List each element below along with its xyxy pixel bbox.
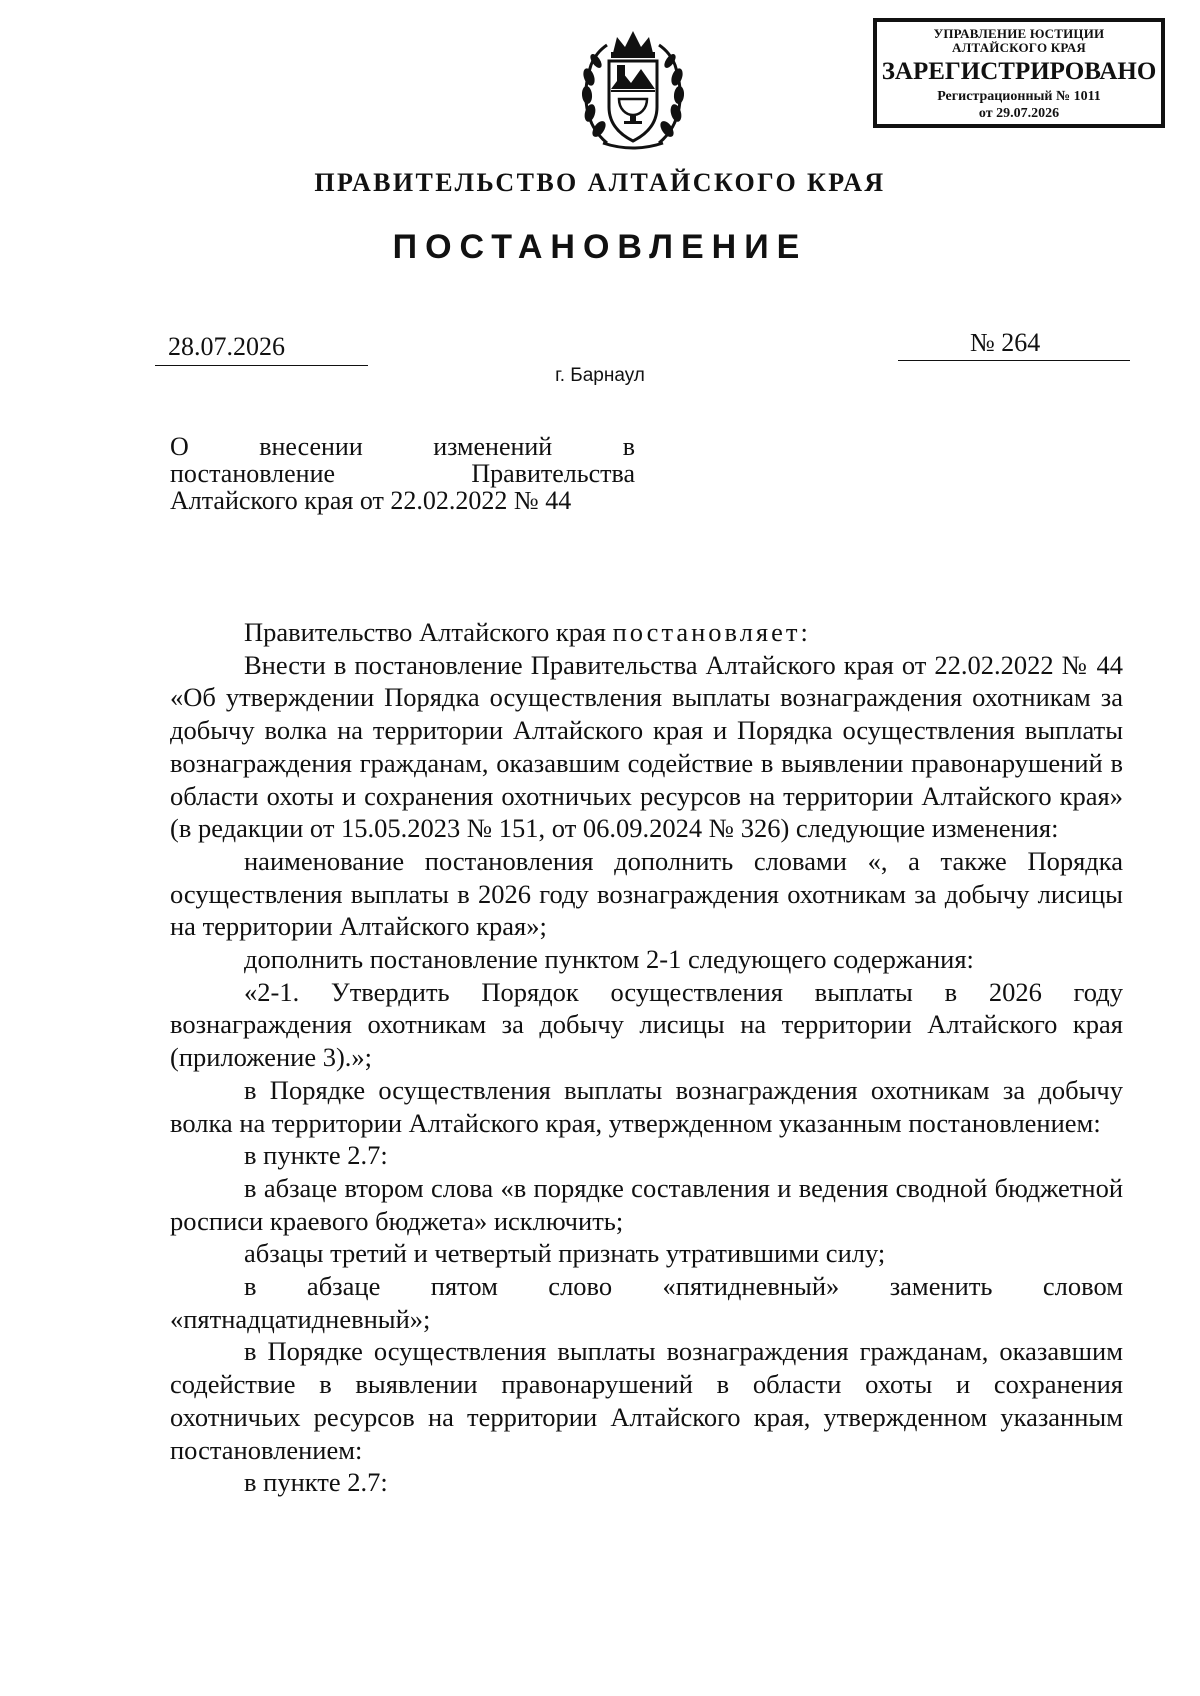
registration-stamp [873, 18, 1165, 128]
altai-krai-coat-of-arms-icon [577, 25, 689, 153]
subject-line-3: Алтайского края от 22.02.2022 № 44 [170, 486, 572, 515]
government-name: ПРАВИТЕЛЬСТВО АЛТАЙСКОГО КРАЯ [314, 168, 886, 197]
body-paragraph: «2-1. Утвердить Порядок осуществления выплаты в 2026 году вознаграждения охотникам за добычу лисицы на территории Алтайского края (приложение 3).»; [170, 976, 1123, 1073]
document-body [170, 616, 1123, 1499]
subject-word: Правительства [471, 459, 635, 488]
body-paragraph: в пункте 2.7: [244, 1140, 388, 1171]
subject-word: внесении [259, 432, 363, 461]
body-paragraph: Внести в постановление Правительства Алтайского края от 22.02.2022 № 44 «Об утверждении Порядка осуществления выплаты вознаграждения охотникам за добычу волка на территории Алтайского края и Порядка осуществления выплаты вознаграждения гражданам, оказавшим содействие в выявлении правонарушений в области охоты и сохранения охотничьих ресурсов на территории Алтайского края» (в редакции от 15.05.2023 № 151, от 06.09.2024 № 326) следующие изменения: [170, 649, 1123, 844]
body-paragraph: в абзаце втором слова «в порядке составления и ведения сводной бюджетной росписи краевого бюджета» исключить; [170, 1172, 1123, 1236]
preamble-end: : [800, 617, 808, 647]
body-paragraph: в Порядке осуществления выплаты вознаграждения охотникам за добычу волка на территории Алтайского края, утвержденном указанным постановлением: [170, 1074, 1123, 1138]
number-underline [898, 360, 1130, 361]
document-subject [170, 433, 635, 514]
subject-line-2 [170, 460, 635, 487]
stamp-reg-date: от 29.07.2026 [978, 106, 1060, 121]
preamble [170, 616, 1123, 649]
body-paragraph: в Порядке осуществления выплаты вознаграждения гражданам, оказавшим содействие в выявлении правонарушений в области охоты и сохранения охотничьих ресурсов на территории Алтайского края, утвержденном указанным постановлением: [170, 1336, 1123, 1465]
document-type: ПОСТАНОВЛЕНИЕ [392, 228, 808, 266]
stamp-org-line2: АЛТАЙСКОГО КРАЯ [952, 40, 1086, 55]
document-city: г. Барнаул [555, 365, 645, 386]
subject-word: постановление [170, 459, 336, 488]
preamble-text: Правительство Алтайского края [244, 617, 613, 647]
subject-word: О [170, 432, 189, 461]
body-paragraph: наименование постановления дополнить словами «, а также Порядка осуществления выплаты в 2026 году вознаграждения охотникам за добычу лисицы на территории Алтайского края»; [170, 845, 1123, 942]
stamp-status: ЗАРЕГИСТРИРОВАНО [881, 58, 1157, 85]
document-number: № 264 [970, 328, 1041, 357]
stamp-org-line1: УПРАВЛЕНИЕ ЮСТИЦИИ [933, 26, 1105, 41]
body-paragraph: в пункте 2.7: [244, 1467, 388, 1498]
subject-word: изменений [433, 432, 553, 461]
subject-word: в [622, 432, 635, 461]
subject-line-1 [170, 433, 635, 460]
preamble-verb: постановляет [612, 617, 801, 647]
body-paragraph: абзацы третий и четвертый признать утратившими силу; [244, 1238, 886, 1269]
document-date: 28.07.2026 [168, 332, 285, 361]
body-paragraph: дополнить постановление пунктом 2-1 следующего содержания: [244, 944, 974, 975]
stamp-reg-number: Регистрационный № 1011 [937, 89, 1101, 104]
body-paragraph: в абзаце пятом слово «пятидневный» заменить словом «пятнадцатидневный»; [170, 1271, 1123, 1334]
